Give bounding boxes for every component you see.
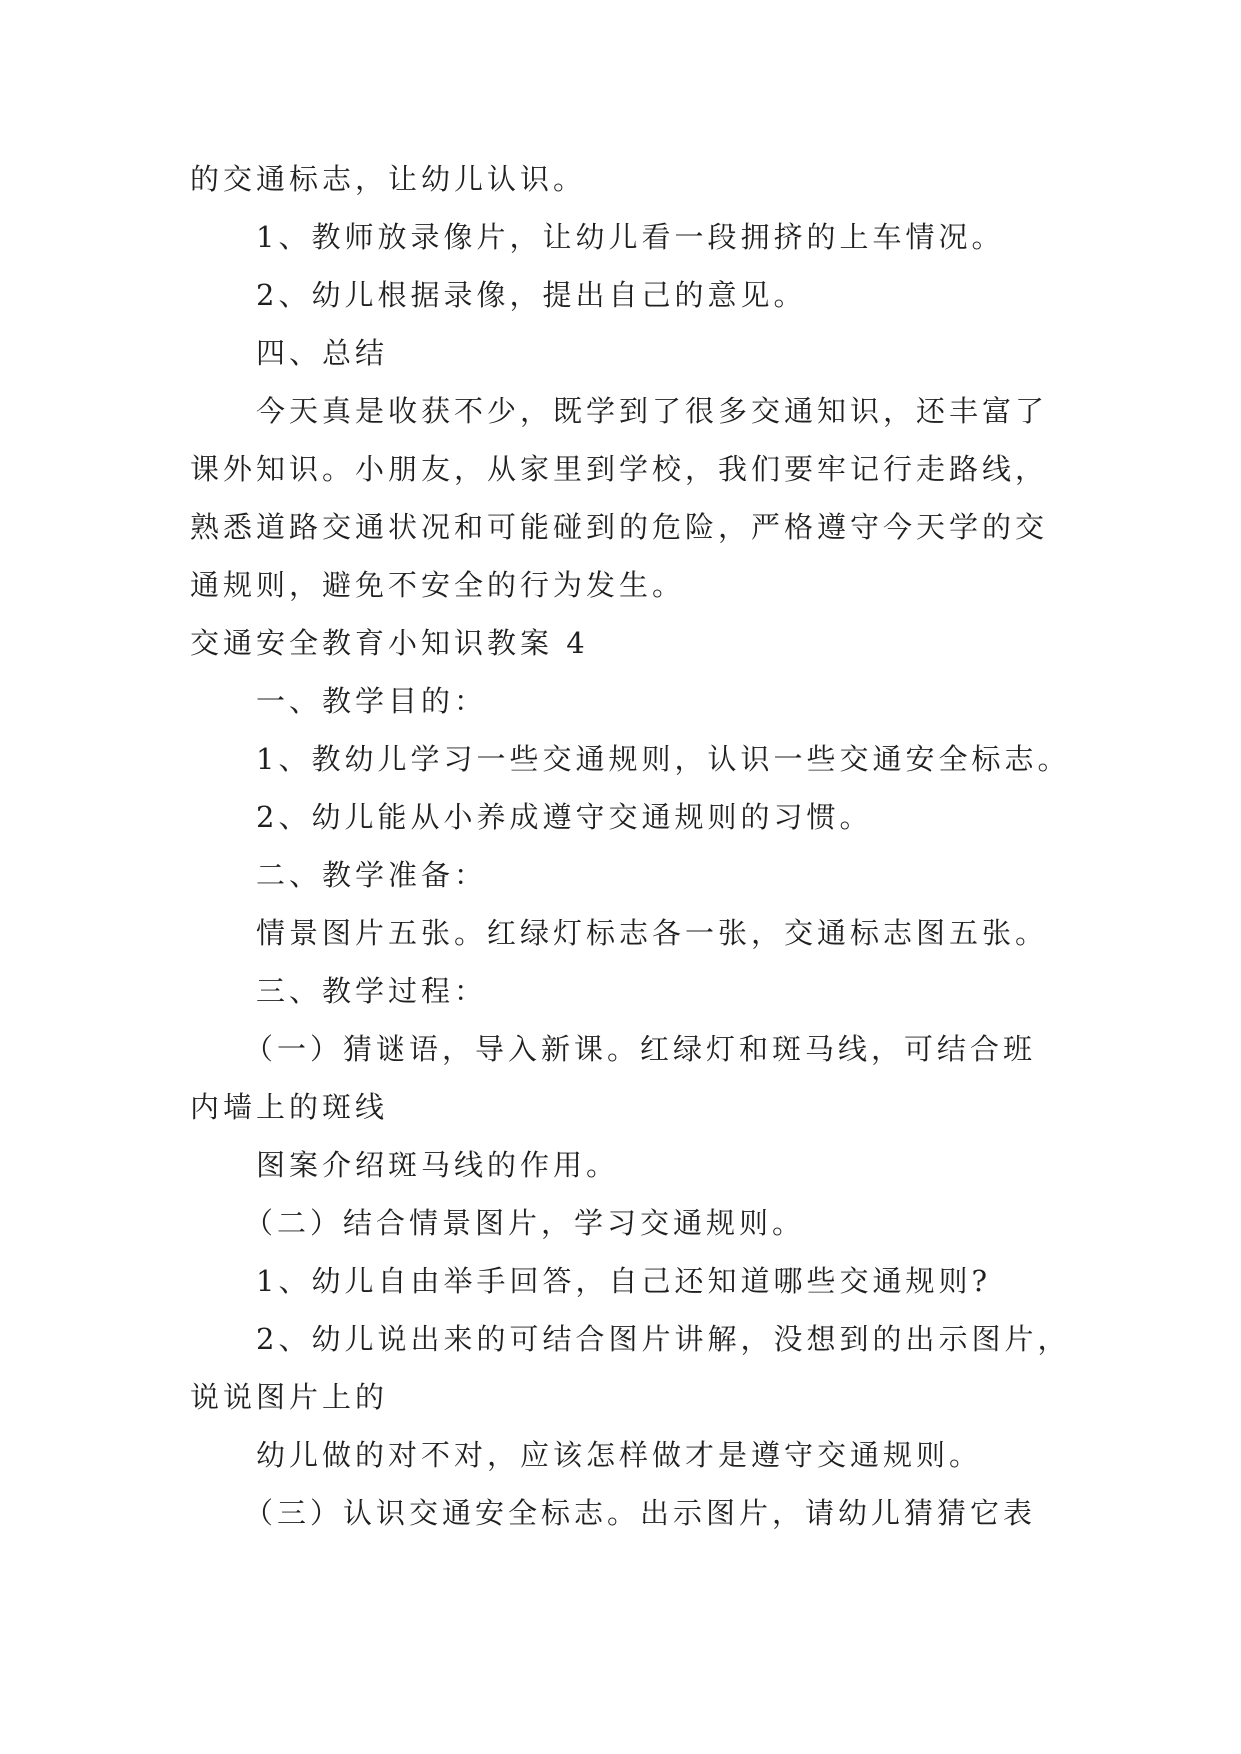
text-line: 图案介绍斑马线的作用。 <box>256 1148 620 1182</box>
text-line: （三）认识交通安全标志。出示图片，请幼儿猜猜它表 <box>244 1496 1037 1530</box>
text-line: 2、幼儿说出来的可结合图片讲解，没想到的出示图片， <box>256 1322 1071 1356</box>
text-line: 1、教师放录像片，让幼儿看一段拥挤的上车情况。 <box>256 220 1005 254</box>
text-line: 1、教幼儿学习一些交通规则，认识一些交通安全标志。 <box>256 742 1071 776</box>
text-line: 今天真是收获不少，既学到了很多交通知识，还丰富了 <box>256 394 1049 428</box>
text-line: 2、幼儿根据录像，提出自己的意见。 <box>256 278 807 312</box>
text-line: 熟悉道路交通状况和可能碰到的危险，严格遵守今天学的交 <box>190 510 1049 544</box>
text-line: 内墙上的斑线 <box>190 1090 389 1124</box>
text-line: 说说图片上的 <box>190 1380 389 1414</box>
text-line: 课外知识。小朋友，从家里到学校，我们要牢记行走路线， <box>190 452 1049 486</box>
text-line: 幼儿做的对不对，应该怎样做才是遵守交通规则。 <box>256 1438 983 1472</box>
text-line: 2、幼儿能从小养成遵守交通规则的习惯。 <box>256 800 873 834</box>
section-heading: 二、教学准备： <box>256 858 488 892</box>
section-heading: 三、教学过程： <box>256 974 488 1008</box>
text-line: 的交通标志，让幼儿认识。 <box>190 162 587 196</box>
text-line: （二）结合情景图片，学习交通规则。 <box>244 1206 806 1240</box>
text-line: 情景图片五张。红绿灯标志各一张，交通标志图五张。 <box>256 916 1049 950</box>
text-line: 通规则，避免不安全的行为发生。 <box>190 568 686 602</box>
section-heading: 四、总结 <box>256 336 389 370</box>
text-line: （一）猜谜语，导入新课。红绿灯和斑马线，可结合班 <box>244 1032 1037 1066</box>
section-heading: 一、教学目的： <box>256 684 488 718</box>
document-title: 交通安全教育小知识教案 4 <box>190 626 589 660</box>
text-line: 1、幼儿自由举手回答，自己还知道哪些交通规则? <box>256 1264 991 1298</box>
document-page <box>190 150 1070 1542</box>
